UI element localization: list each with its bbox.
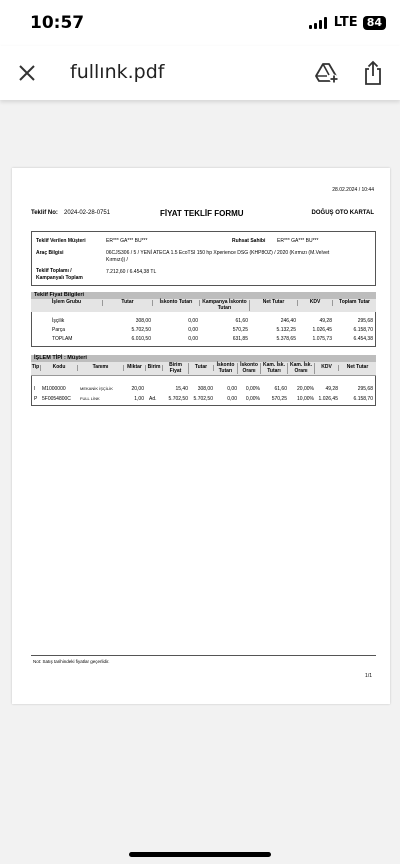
ops-cell: 61,60 (274, 386, 287, 392)
price-col-total: Toplam Tutar (339, 299, 370, 305)
vehicle-line-1: 06CJS306 / 5 / YENİ ATECA 1.5 EcoTSI 150 hp Xperience DSG (KHP8OZ) / 2020 (Kırmızı (M.Velvet (106, 250, 330, 256)
price-cell: 0,00 (188, 336, 198, 342)
close-icon[interactable] (17, 63, 37, 83)
total-label-2: Kampanyalı Toplam (36, 275, 83, 281)
price-col-discount: İskonto Tutarı (153, 300, 200, 306)
company-name: DOĞUŞ OTO KARTAL (311, 210, 374, 216)
ops-cell: 5F0054800C (42, 396, 71, 402)
ops-cell: 0,00% (245, 386, 260, 392)
file-title: fullınk.pdf (70, 61, 165, 83)
status-bar (0, 0, 400, 46)
price-cell: 308,00 (135, 318, 151, 324)
page-number: 1/1 (365, 673, 372, 679)
ops-cell: 20,00 (131, 386, 144, 392)
price-section-title: Teklif Fiyat Bilgileri (31, 292, 376, 299)
ops-col-amount: Tutar (189, 365, 214, 371)
offer-no: 2024-02-28-0751 (64, 210, 111, 216)
status-time: 10:57 (30, 13, 85, 33)
ops-cell: 20,00% (297, 386, 314, 392)
ops-cell: 308,00 (197, 386, 213, 392)
ops-cell: 5.702,50 (168, 396, 188, 402)
ops-table-header (31, 362, 376, 376)
ops-cell: 5.702,50 (193, 396, 213, 402)
ops-cell: 6.158,70 (353, 396, 373, 402)
ops-cell: 0,00% (245, 396, 260, 402)
price-cell: 295,68 (357, 318, 373, 324)
vehicle-label: Araç Bilgisi (36, 250, 64, 256)
home-indicator[interactable] (129, 852, 271, 857)
price-table-header (31, 299, 376, 312)
customer-label: Teklif Verilen Müşteri (36, 238, 86, 244)
ops-section-title: İŞLEM TİPİ : Müşteri (31, 355, 376, 362)
ops-cell: FULL LİNK (80, 396, 100, 401)
price-col-group: İşlem Grubu (31, 300, 103, 306)
ops-col-qty: Miktar (124, 365, 146, 371)
ops-col-unit: Birim (146, 365, 163, 371)
ops-cell: MEKANİK İŞÇİLİK (80, 386, 113, 391)
total-value: 7.212,60 / 6.454,38 TL (106, 269, 157, 275)
price-cell: 0,00 (188, 327, 198, 333)
add-to-drive-icon[interactable] (315, 62, 339, 84)
price-cell: 49,28 (319, 318, 332, 324)
ops-col-type: Tip (31, 364, 40, 370)
price-cell: 570,25 (232, 327, 248, 333)
price-col-amount: Tutar (103, 300, 153, 306)
ops-col-camp-discount: Kam. İsk. Tutarı (261, 363, 288, 374)
price-cell: 6.454,38 (353, 336, 373, 342)
network-type: LTE (333, 15, 358, 30)
owner-value: ER*** GA*** BU*** (277, 238, 319, 244)
price-cell: 631,85 (232, 336, 248, 342)
price-cell: 5.132,25 (276, 327, 296, 333)
ops-col-desc: Tanımı (78, 365, 124, 371)
ops-col-discount: İskonto Tutarı (214, 363, 238, 374)
price-cell: 0,00 (188, 318, 198, 324)
price-col-campaign-discount: Kampanya İskonto Tutarı (200, 300, 250, 311)
battery-icon: 84 (363, 16, 386, 30)
doc-date: 28.02.2024 / 10:44 (332, 187, 374, 193)
footer-note: Not: Satış tarihindeki fiyatlar geçerlidir. (33, 659, 110, 664)
ops-cell: 10,00% (297, 396, 314, 402)
price-cell: 6.010,50 (131, 336, 151, 342)
ops-col-net: Net Tutar (346, 364, 369, 370)
ops-col-unit-price: Birim Fiyat (163, 363, 189, 374)
viewer-toolbar (0, 46, 400, 100)
offer-no-label: Teklif No: (31, 210, 58, 216)
owner-label: Ruhsat Sahibi (232, 238, 266, 244)
pdf-page[interactable] (12, 168, 390, 704)
price-col-vat: KDV (298, 300, 333, 306)
vehicle-line-2: Kırmızı)) / (106, 257, 128, 263)
price-col-net: Net Tutar (250, 300, 298, 306)
ops-col-camp-rate: Kam. İsk. Oranı (288, 363, 315, 374)
ops-cell: 49,28 (325, 386, 338, 392)
share-icon[interactable] (363, 60, 383, 86)
price-cell: 246,40 (280, 318, 296, 324)
price-cell: TOPLAM (52, 336, 73, 342)
ops-cell: I (34, 386, 36, 392)
ops-cell: P (34, 396, 38, 402)
ops-cell: M1000000 (42, 386, 66, 392)
price-cell: 5.702,50 (131, 327, 151, 333)
price-cell: Parça (52, 327, 66, 333)
ops-cell: 570,25 (271, 396, 287, 402)
ops-cell: 0,00 (227, 386, 237, 392)
total-label-1: Teklif Toplamı / (36, 268, 72, 274)
price-cell: 1.026,45 (312, 327, 332, 333)
price-cell: 61,60 (235, 318, 248, 324)
footer-divider (31, 655, 376, 656)
form-title: FİYAT TEKLİF FORMU (160, 209, 244, 218)
ops-col-discount-rate: İskonto Oranı (238, 363, 261, 374)
signal-icon (309, 17, 327, 29)
ops-cell: 1.026,45 (318, 396, 338, 402)
ops-cell: 295,68 (357, 386, 373, 392)
price-cell: 1.075,73 (312, 336, 332, 342)
price-cell: 6.158,70 (353, 327, 373, 333)
customer-value: ER*** GA*** BU*** (106, 238, 148, 244)
status-indicators (309, 15, 386, 30)
ops-cell: 15,40 (175, 386, 188, 392)
price-cell: 5.378,65 (276, 336, 296, 342)
ops-col-vat: KDV (315, 365, 339, 371)
ops-cell: Ad. (149, 396, 157, 402)
ops-cell: 0,00 (227, 396, 237, 402)
ops-col-code: Kodu (41, 365, 78, 371)
price-cell: İşçilik (52, 318, 65, 324)
ops-cell: 1,00 (134, 396, 144, 402)
